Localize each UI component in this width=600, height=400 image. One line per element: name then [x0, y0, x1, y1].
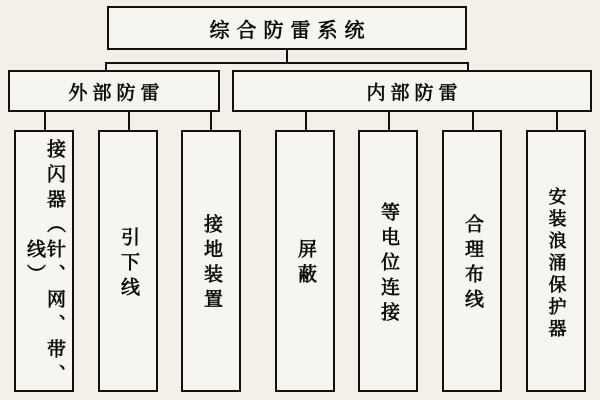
leaf-box-earthing-device [181, 130, 241, 392]
leaf-label-shielding: 屏蔽 [294, 239, 316, 289]
leaf-box-spd-installation [526, 130, 586, 392]
diagram-root-box [107, 6, 467, 50]
leaf-label-earthing-device: 接地装置 [200, 214, 222, 314]
connector-external-drop-1 [44, 112, 46, 130]
branch-label-external: 外部防雷 [68, 82, 165, 104]
connector-internal-drop-2 [388, 112, 390, 130]
leaf-box-reasonable-wiring [442, 130, 502, 392]
branch-box-external [8, 70, 220, 112]
leaf-label-equipotential-bonding: 等电位连接 [377, 201, 399, 327]
connector-branch-bus [105, 62, 469, 64]
leaf-label-reasonable-wiring: 合理布线 [461, 214, 483, 314]
connector-internal-drop-1 [305, 112, 307, 130]
leaf-box-shielding [275, 130, 335, 392]
leaf-box-air-termination [14, 130, 74, 392]
connector-external-drop-3 [210, 112, 212, 130]
branch-label-internal: 内部防雷 [366, 82, 463, 104]
leaf-label-spd-installation: 安装浪涌保护器 [546, 187, 567, 341]
connector-root-stem [286, 50, 288, 62]
connector-internal-drop-4 [556, 112, 558, 130]
leaf-box-equipotential-bonding [358, 130, 418, 392]
connector-internal-drop-3 [472, 112, 474, 130]
leaf-label-air-termination: 接闪器（针、网、带、线） [24, 139, 65, 389]
connector-external-drop-2 [128, 112, 130, 130]
leaf-box-down-conductor [98, 130, 158, 392]
branch-box-internal [232, 70, 592, 112]
leaf-label-down-conductor: 引下线 [117, 226, 139, 302]
diagram-root-label: 综合防雷系统 [209, 19, 372, 42]
